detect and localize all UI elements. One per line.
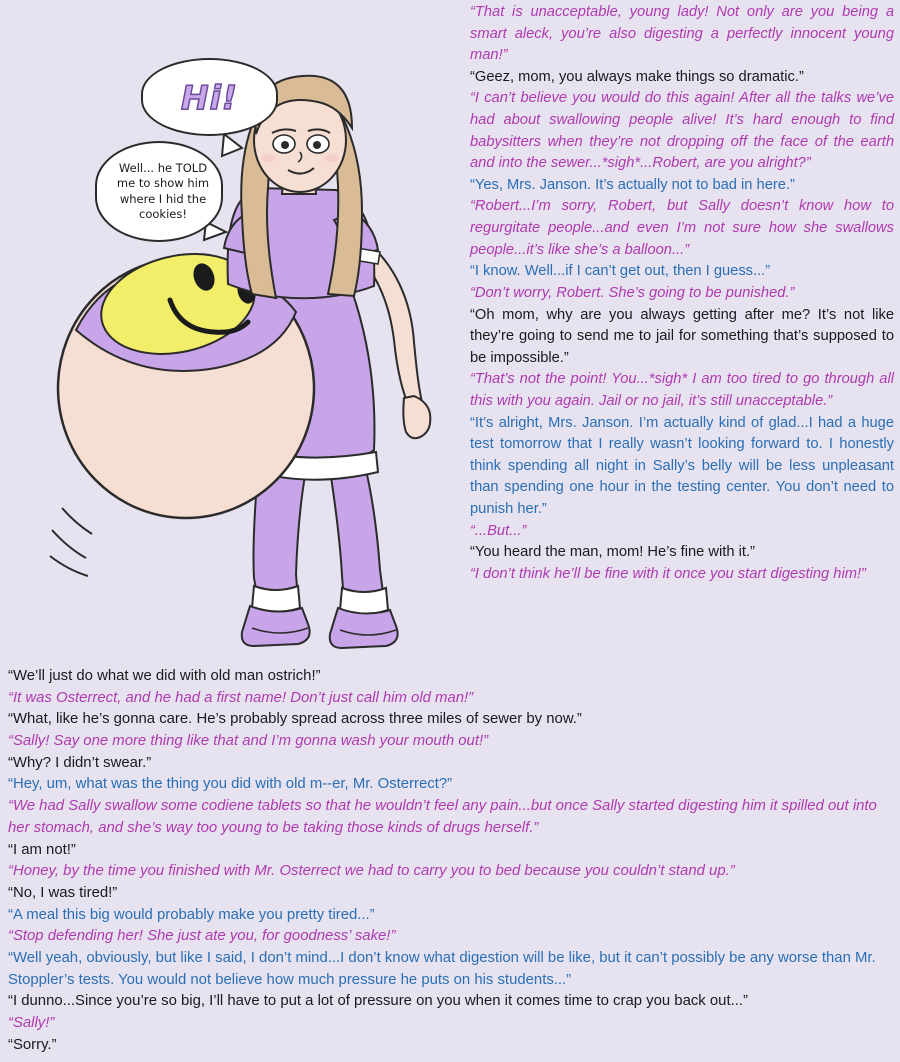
dialogue-line: “We had Sally swallow some codiene tablets so that he wouldn’t feel any pain...but once Sally started digesting him it spilled out into her stomach, and she’s way too young to be taking those kinds of drugs herself.” [8, 798, 877, 836]
dialogue-line: “Don’t worry, Robert. She’s going to be punished.” [470, 284, 795, 301]
dialogue-line: “Yes, Mrs. Janson. It’s actually not to bad in here.” [470, 176, 795, 193]
speech-bubble-large [141, 58, 278, 136]
character-illustration [0, 0, 468, 668]
dialogue-line: “No, I was tired!” [8, 884, 118, 901]
dialogue-line: “You heard the man, mom! He’s fine with it.” [470, 544, 755, 561]
dialogue-line: “I can’t believe you would do this again! After all the talks we’ve had about swallowing people alive! It’s hard enough to find babysitters when they’re not dropping off the face of the earth and into the sewer...*sigh*...Robert, are you alright?” [470, 90, 894, 172]
dialogue-line: “I know. Well...if I can’t get out, then I guess...” [470, 263, 771, 280]
blush-left [261, 154, 275, 162]
dialogue-line: “It was Osterrect, and he had a first name! Don’t just call him old man!” [8, 689, 474, 706]
dialogue-line: “A meal this big would probably make you pretty tired...” [8, 906, 375, 923]
dialogue-line: “Geez, mom, you always make things so dramatic.” [470, 68, 804, 85]
right-shoe [330, 608, 398, 648]
dialogue-line: “That’s not the point! You...*sigh* I am too tired to go through all this with you again. Jail or no jail, it’s still unacceptable.” [470, 371, 894, 409]
dialogue-line: “Sorry.” [8, 1036, 57, 1053]
dialogue-line: “Robert...I’m sorry, Robert, but Sally doesn’t know how to regurgitate people...and even I’m not sure how she swallows people...it’s like she’s a balloon...” [470, 198, 894, 258]
dialogue-line: “We’ll just do what we did with old man ostrich!” [8, 668, 321, 684]
dialogue-line: “Hey, um, what was the thing you did with old m--er, Mr. Osterrect?” [8, 776, 453, 793]
left-shoe [242, 606, 310, 646]
pupil-right [313, 141, 321, 149]
speech-bubble-large-text: Hi! [181, 78, 238, 117]
dialogue-line: “Sally!” [8, 1015, 55, 1031]
dialogue-line: “I dunno...Since you’re so big, I’ll have to put a lot of pressure on you when it comes time to crap you back out...” [8, 993, 748, 1010]
dialogue-line: “That is unacceptable, young lady! Not only are you being a smart aleck, you’re also digesting a perfectly innocent young man!” [470, 4, 894, 64]
dialogue-line: “Why? I didn’t swear.” [8, 754, 152, 771]
dialogue-line: “Well yeah, obviously, but like I said, I don’t mind...I don’t know what digestion will be like, but it can’t possibly be any worse than Mr. Stoppler’s tests. You would not believe how much pressure he puts on his students...” [8, 949, 876, 988]
speech-bubble-small [95, 141, 223, 242]
right-leg [330, 470, 384, 600]
dialogue-line: “I am not!” [8, 841, 76, 858]
speech-bubble-small-text: Well... he TOLD me to show him where I hid the cookies! [116, 161, 210, 221]
motion-lines-icon [50, 508, 92, 576]
dialogue-line: “What, like he’s gonna care. He’s probably spread across three miles of sewer by now.” [8, 711, 582, 728]
dialogue-line: “I don’t think he’ll be fine with it once you start digesting him!” [470, 565, 866, 582]
dialogue-line: “Oh mom, why are you always getting after me? It’s not like they’re going to send me to jail for something that’s supposed to be impossible.” [470, 306, 894, 366]
bubble-tail-large [222, 134, 242, 156]
dialogue-line: “It’s alright, Mrs. Janson. I’m actually kind of glad...I had a huge test tomorrow that I really wasn’t looking forward to. I honestly think spending all night in Sally’s belly will be less unpleasant than spending one hour in the testing center. You don’t need to punish her.” [470, 414, 894, 518]
dialogue-line: “Honey, by the time you finished with Mr. Osterrect we had to carry you to bed because you couldn’t stand up.” [8, 863, 735, 880]
dialogue-line: “Sally! Say one more thing like that and I’m gonna wash your mouth out!” [8, 733, 489, 750]
dialogue-bottom-block [0, 666, 890, 1056]
blush-right [325, 154, 339, 162]
dialogue-line: “Stop defending her! She just ate you, for goodness’ sake!” [8, 928, 396, 945]
dialogue-right-column [470, 0, 894, 668]
pupil-left [281, 141, 289, 149]
dialogue-line: “...But...” [470, 522, 527, 539]
right-hand [403, 396, 430, 438]
